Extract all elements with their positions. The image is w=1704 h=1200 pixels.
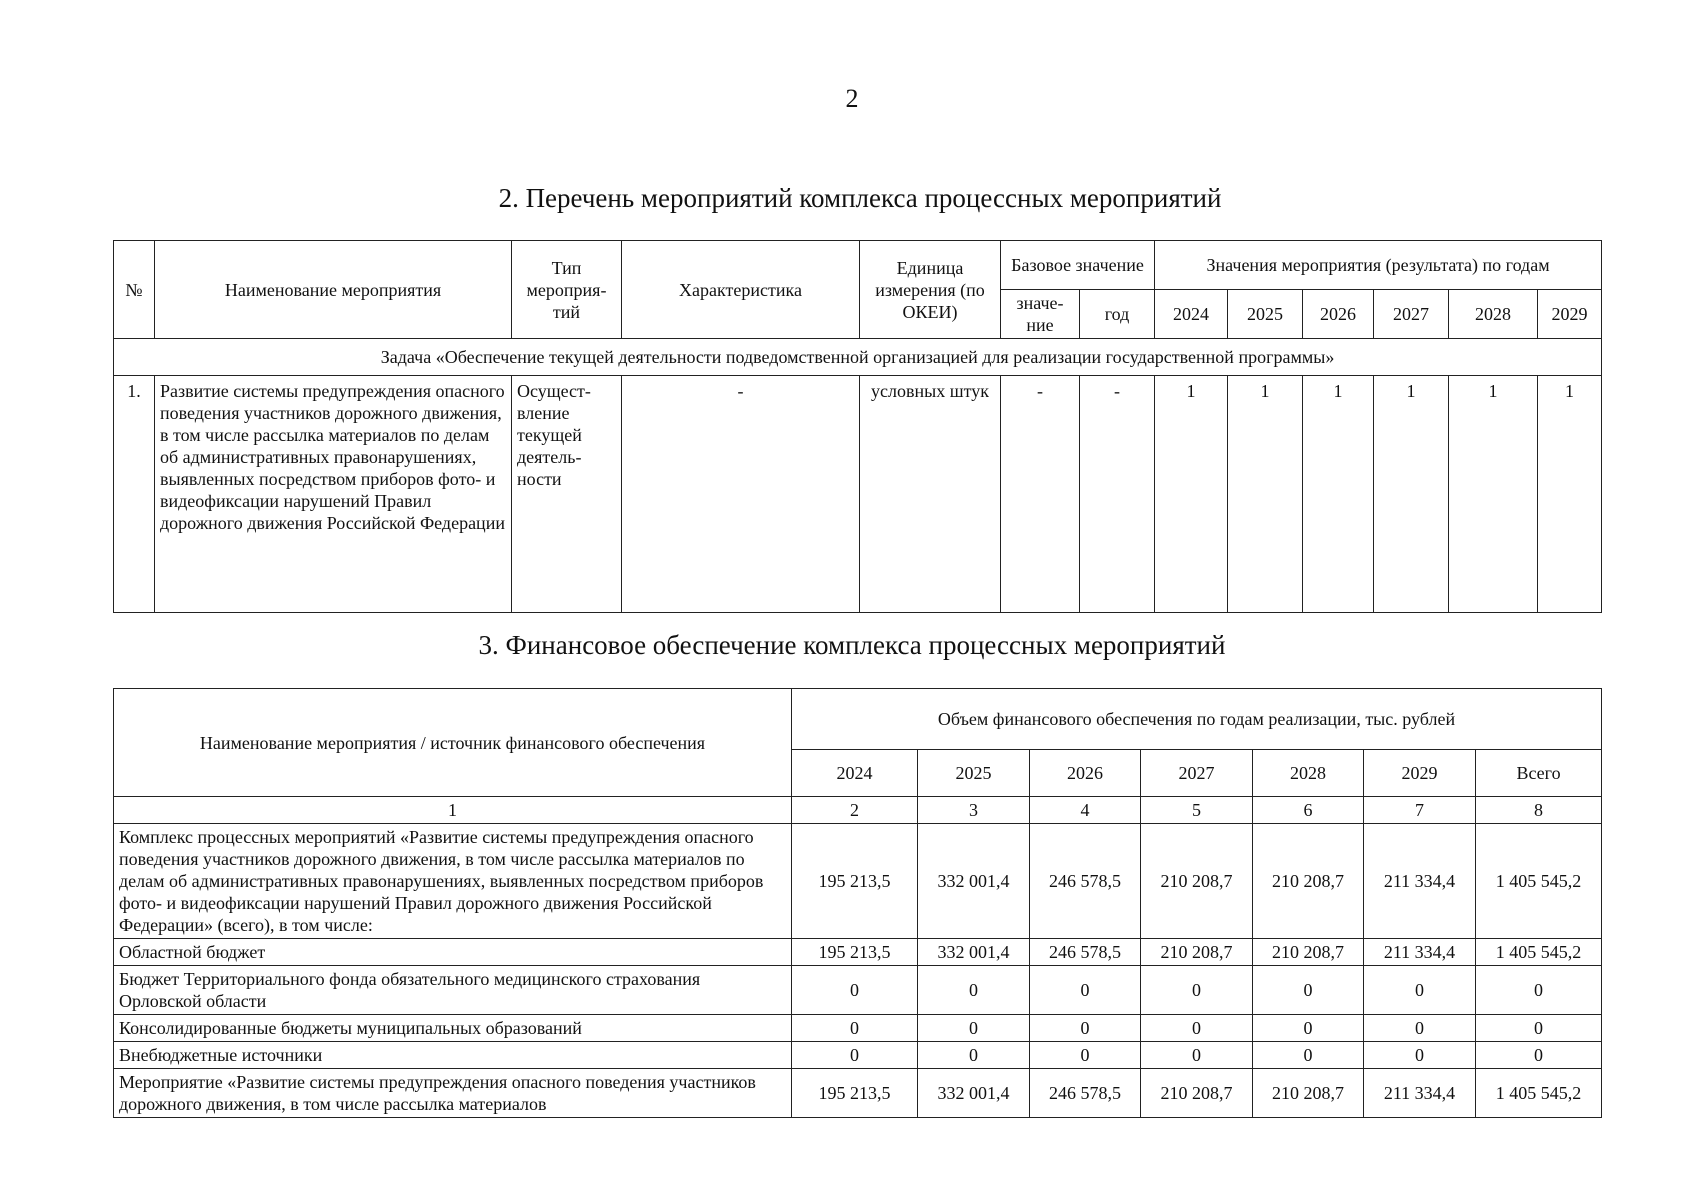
row-value: 1 [1538,376,1602,613]
row-value: 0 [1141,1015,1253,1042]
row-value: 0 [792,1042,918,1069]
row-value: 246 578,5 [1030,939,1141,966]
row-value: 0 [1141,1042,1253,1069]
row-value: 0 [1030,1015,1141,1042]
section-2-title: 2. Перечень мероприятий комплекса процессных мероприятий [498,183,1222,213]
col-number: 1 [114,797,792,824]
row-value: 246 578,5 [1030,1069,1141,1118]
row-name: Консолидированные бюджеты муниципальных образований [114,1015,792,1042]
table-row [114,966,1602,1015]
row-value: 0 [918,1015,1030,1042]
row-value: 246 578,5 [1030,824,1141,939]
row-value: 1 [1155,376,1228,613]
row-value: 195 213,5 [792,939,918,966]
header-characteristic: Характеристика [622,241,860,339]
header-name: Наименование мероприятия [155,241,512,339]
row-value: 0 [1030,966,1141,1015]
col-number: 2 [792,797,918,824]
column-number-row [114,797,1602,824]
row-value: 0 [1364,1042,1476,1069]
header-year: 2025 [1228,290,1303,339]
table-row [114,376,1602,613]
header-base-year: год [1080,290,1155,339]
header-volume: Объем финансового обеспечения по годам реализации, тыс. рублей [792,689,1602,750]
activities-table [113,240,1602,613]
row-name: Комплекс процессных мероприятий «Развитие системы предупреждения опасного поведения участников дорожного движения, в том числе рассылка материалов по делам об административных правонарушениях, выявленных посредством приборов фото- и видеофиксации нарушений Правил дорожного движения Российской Федерации» (всего), в том числе: [114,824,792,939]
row-value: 0 [1253,1042,1364,1069]
row-name: Областной бюджет [114,939,792,966]
table-row [114,1042,1602,1069]
header-base-value: значе-ние [1001,290,1080,339]
header-type: Тип мероприя-тий [512,241,622,339]
task-row [114,339,1602,376]
row-characteristic: - [622,376,860,613]
col-number: 7 [1364,797,1476,824]
task-text: Задача «Обеспечение текущей деятельности подведомственной организацией для реализации государственной программы» [114,339,1602,376]
header-year: 2027 [1374,290,1449,339]
row-name: Бюджет Территориального фонда обязательного медицинского страхования Орловской области [114,966,792,1015]
row-total: 1 405 545,2 [1476,939,1602,966]
header-year: 2027 [1141,750,1253,797]
section-3-title: 3. Финансовое обеспечение комплекса процессных мероприятий [478,630,1226,660]
row-name: Внебюджетные источники [114,1042,792,1069]
header-base: Базовое значение [1001,241,1155,290]
table-row [114,1069,1602,1118]
row-value: 0 [1253,1015,1364,1042]
row-unit: условных штук [860,376,1001,613]
header-unit: Единица измерения (по ОКЕИ) [860,241,1001,339]
row-value: 332 001,4 [918,939,1030,966]
row-value: 210 208,7 [1253,939,1364,966]
col-number: 6 [1253,797,1364,824]
header-year: 2026 [1030,750,1141,797]
col-number: 3 [918,797,1030,824]
header-year: 2028 [1449,290,1538,339]
row-value: 0 [1364,966,1476,1015]
row-value: 1 [1228,376,1303,613]
page-number: 2 [845,84,859,113]
col-number: 5 [1141,797,1253,824]
col-number: 8 [1476,797,1602,824]
row-total: 0 [1476,1015,1602,1042]
header-num: № [114,241,155,339]
row-value: 0 [918,1042,1030,1069]
header-year: 2026 [1303,290,1374,339]
row-value: 0 [792,966,918,1015]
financing-table [113,688,1602,1118]
row-name: Мероприятие «Развитие системы предупреждения опасного поведения участников дорожного движения, в том числе рассылка материалов [114,1069,792,1118]
row-value: 211 334,4 [1364,939,1476,966]
row-value: 0 [1030,1042,1141,1069]
row-name: Развитие системы предупреждения опасного поведения участников дорожного движения, в том числе рассылка материалов по делам об административных правонарушениях, выявленных посредством приборов фото- и видеофиксации нарушений Правил дорожного движения Российской Федерации [155,376,512,613]
table-row [114,824,1602,939]
table-row [114,1015,1602,1042]
table-row [114,939,1602,966]
header-total: Всего [1476,750,1602,797]
row-value: 211 334,4 [1364,824,1476,939]
col-number: 4 [1030,797,1141,824]
row-total: 0 [1476,1042,1602,1069]
row-total: 1 405 545,2 [1476,1069,1602,1118]
header-year: 2025 [918,750,1030,797]
row-value: 195 213,5 [792,824,918,939]
row-total: 0 [1476,966,1602,1015]
row-value: 0 [918,966,1030,1015]
header-year: 2029 [1364,750,1476,797]
header-row [114,241,1602,290]
header-values-by-year: Значения мероприятия (результата) по годам [1155,241,1602,290]
row-value: 210 208,7 [1141,824,1253,939]
row-value: 0 [1253,966,1364,1015]
row-value: 211 334,4 [1364,1069,1476,1118]
row-value: 1 [1374,376,1449,613]
header-year: 2029 [1538,290,1602,339]
row-total: 1 405 545,2 [1476,824,1602,939]
row-base-year: - [1080,376,1155,613]
row-value: 210 208,7 [1141,939,1253,966]
header-year: 2024 [1155,290,1228,339]
row-type: Осущест-вление текущей деятель-ности [512,376,622,613]
row-value: 0 [1141,966,1253,1015]
row-value: 332 001,4 [918,824,1030,939]
header-year: 2028 [1253,750,1364,797]
row-value: 210 208,7 [1141,1069,1253,1118]
header-year: 2024 [792,750,918,797]
row-value: 210 208,7 [1253,1069,1364,1118]
row-value: 195 213,5 [792,1069,918,1118]
row-num: 1. [114,376,155,613]
row-value: 0 [1364,1015,1476,1042]
row-value: 1 [1449,376,1538,613]
row-base-value: - [1001,376,1080,613]
row-value: 332 001,4 [918,1069,1030,1118]
header-name: Наименование мероприятия / источник финансового обеспечения [114,689,792,797]
row-value: 0 [792,1015,918,1042]
row-value: 1 [1303,376,1374,613]
row-value: 210 208,7 [1253,824,1364,939]
header-row [114,689,1602,750]
